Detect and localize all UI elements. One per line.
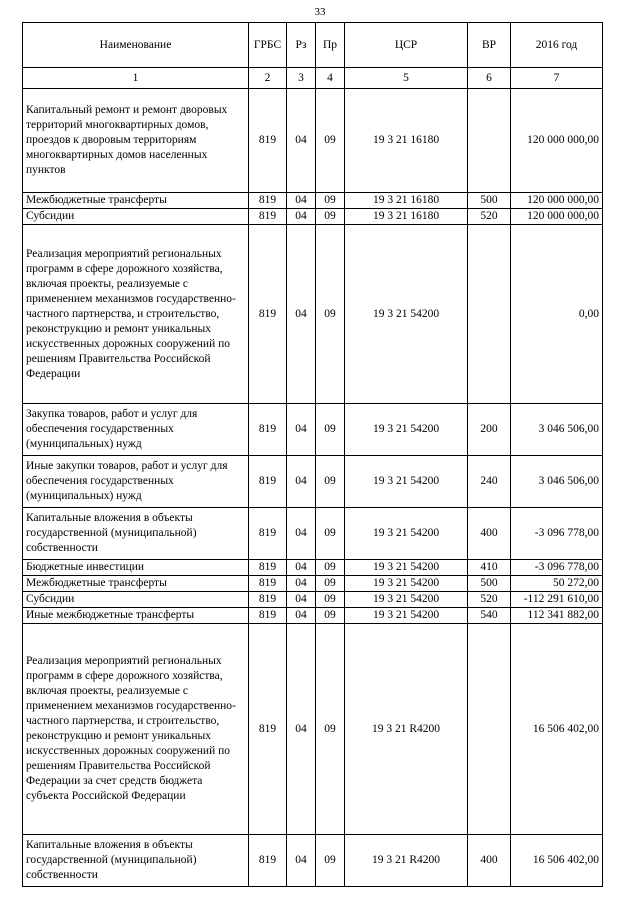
row-amount: 0,00	[511, 225, 603, 404]
index-cell: 7	[511, 68, 603, 89]
row-grbs: 819	[249, 624, 287, 835]
header-amount: 2016 год	[511, 23, 603, 68]
table-row	[23, 456, 603, 508]
row-grbs: 819	[249, 456, 287, 508]
row-amount: 16 506 402,00	[511, 835, 603, 887]
table-row	[23, 508, 603, 560]
index-cell: 3	[287, 68, 316, 89]
column-index-row	[23, 68, 603, 89]
row-vr: 400	[468, 508, 511, 560]
index-cell: 4	[316, 68, 345, 89]
row-name: Бюджетные инвестиции	[23, 560, 249, 576]
row-vr	[468, 624, 511, 835]
row-name: Иные закупки товаров, работ и услуг для обеспечения государственных (муниципальных) нужд	[23, 456, 249, 508]
index-cell: 6	[468, 68, 511, 89]
row-name: Капитальные вложения в объекты государственной (муниципальной) собственности	[23, 835, 249, 887]
row-rz: 04	[287, 225, 316, 404]
row-rz: 04	[287, 592, 316, 608]
row-name: Субсидии	[23, 592, 249, 608]
row-csr: 19 3 21 R4200	[345, 835, 468, 887]
row-csr: 19 3 21 16180	[345, 209, 468, 225]
row-pr: 09	[316, 835, 345, 887]
row-rz: 04	[287, 193, 316, 209]
row-rz: 04	[287, 456, 316, 508]
row-name: Закупка товаров, работ и услуг для обеспечения государственных (муниципальных) нужд	[23, 404, 249, 456]
table-row	[23, 576, 603, 592]
page-number: 33	[314, 6, 326, 18]
row-csr: 19 3 21 54200	[345, 508, 468, 560]
row-amount: 120 000 000,00	[511, 209, 603, 225]
row-amount: 3 046 506,00	[511, 404, 603, 456]
row-name: Реализация мероприятий региональных программ в сфере дорожного хозяйства, включая проекты, реализуемые с применением механизмов государственно-частного партнерства, и строительство, реконструкцию и ремонт уникальных искусственных дорожных сооружений по решениям Правительства Российской Федерации	[23, 225, 249, 404]
row-pr: 09	[316, 592, 345, 608]
row-vr: 520	[468, 592, 511, 608]
table-row	[23, 225, 603, 404]
row-grbs: 819	[249, 835, 287, 887]
row-csr: 19 3 21 54200	[345, 225, 468, 404]
row-name: Субсидии	[23, 209, 249, 225]
row-csr: 19 3 21 54200	[345, 404, 468, 456]
row-amount: 120 000 000,00	[511, 193, 603, 209]
table-row	[23, 624, 603, 835]
row-amount: 16 506 402,00	[511, 624, 603, 835]
row-pr: 09	[316, 624, 345, 835]
row-pr: 09	[316, 89, 345, 193]
row-csr: 19 3 21 54200	[345, 560, 468, 576]
budget-table	[22, 22, 603, 887]
header-grbs: ГРБС	[249, 23, 287, 68]
table-row	[23, 592, 603, 608]
row-amount: -112 291 610,00	[511, 592, 603, 608]
row-vr: 540	[468, 608, 511, 624]
row-pr: 09	[316, 404, 345, 456]
row-grbs: 819	[249, 508, 287, 560]
row-rz: 04	[287, 209, 316, 225]
row-name: Капитальные вложения в объекты государственной (муниципальной) собственности	[23, 508, 249, 560]
row-amount: -3 096 778,00	[511, 560, 603, 576]
table-row	[23, 404, 603, 456]
index-cell: 2	[249, 68, 287, 89]
row-amount: -3 096 778,00	[511, 508, 603, 560]
row-csr: 19 3 21 R4200	[345, 624, 468, 835]
row-name: Капитальный ремонт и ремонт дворовых территорий многоквартирных домов, проездов к дворовым территориям многоквартирных домов населенных пунктов	[23, 89, 249, 193]
row-name: Иные межбюджетные трансферты	[23, 608, 249, 624]
row-csr: 19 3 21 54200	[345, 592, 468, 608]
row-amount: 112 341 882,00	[511, 608, 603, 624]
row-csr: 19 3 21 16180	[345, 193, 468, 209]
index-cell: 1	[23, 68, 249, 89]
index-cell: 5	[345, 68, 468, 89]
row-pr: 09	[316, 560, 345, 576]
row-name: Межбюджетные трансферты	[23, 193, 249, 209]
row-pr: 09	[316, 225, 345, 404]
row-grbs: 819	[249, 560, 287, 576]
row-vr: 240	[468, 456, 511, 508]
row-rz: 04	[287, 404, 316, 456]
row-grbs: 819	[249, 592, 287, 608]
row-rz: 04	[287, 89, 316, 193]
table-row	[23, 193, 603, 209]
row-rz: 04	[287, 608, 316, 624]
row-grbs: 819	[249, 576, 287, 592]
header-rz: Рз	[287, 23, 316, 68]
header-vr: ВР	[468, 23, 511, 68]
row-csr: 19 3 21 54200	[345, 576, 468, 592]
row-name: Межбюджетные трансферты	[23, 576, 249, 592]
row-rz: 04	[287, 624, 316, 835]
row-grbs: 819	[249, 608, 287, 624]
row-pr: 09	[316, 576, 345, 592]
row-pr: 09	[316, 508, 345, 560]
row-grbs: 819	[249, 225, 287, 404]
row-amount: 3 046 506,00	[511, 456, 603, 508]
row-vr: 410	[468, 560, 511, 576]
row-grbs: 819	[249, 89, 287, 193]
row-rz: 04	[287, 560, 316, 576]
row-pr: 09	[316, 456, 345, 508]
row-grbs: 819	[249, 209, 287, 225]
row-grbs: 819	[249, 193, 287, 209]
row-csr: 19 3 21 54200	[345, 456, 468, 508]
row-rz: 04	[287, 835, 316, 887]
row-name: Реализация мероприятий региональных программ в сфере дорожного хозяйства, включая проекты, реализуемые с применением механизмов государственно-частного партнерства, и строительство, реконструкцию и ремонт уникальных искусственных дорожных сооружений по решениям Правительства Российской Федерации за счет средств бюджета субъекта Российской Федерации	[23, 624, 249, 835]
row-amount: 120 000 000,00	[511, 89, 603, 193]
header-name: Наименование	[23, 23, 249, 68]
row-pr: 09	[316, 193, 345, 209]
row-vr: 500	[468, 193, 511, 209]
header-row	[23, 23, 603, 68]
row-csr: 19 3 21 16180	[345, 89, 468, 193]
table-row	[23, 209, 603, 225]
row-pr: 09	[316, 209, 345, 225]
row-vr	[468, 89, 511, 193]
table-row	[23, 608, 603, 624]
row-vr: 520	[468, 209, 511, 225]
row-pr: 09	[316, 608, 345, 624]
table-row	[23, 560, 603, 576]
row-csr: 19 3 21 54200	[345, 608, 468, 624]
row-rz: 04	[287, 508, 316, 560]
row-vr: 200	[468, 404, 511, 456]
row-vr	[468, 225, 511, 404]
row-rz: 04	[287, 576, 316, 592]
row-vr: 500	[468, 576, 511, 592]
table-row	[23, 835, 603, 887]
header-pr: Пр	[316, 23, 345, 68]
header-csr: ЦСР	[345, 23, 468, 68]
table-row	[23, 89, 603, 193]
row-vr: 400	[468, 835, 511, 887]
row-grbs: 819	[249, 404, 287, 456]
row-amount: 50 272,00	[511, 576, 603, 592]
